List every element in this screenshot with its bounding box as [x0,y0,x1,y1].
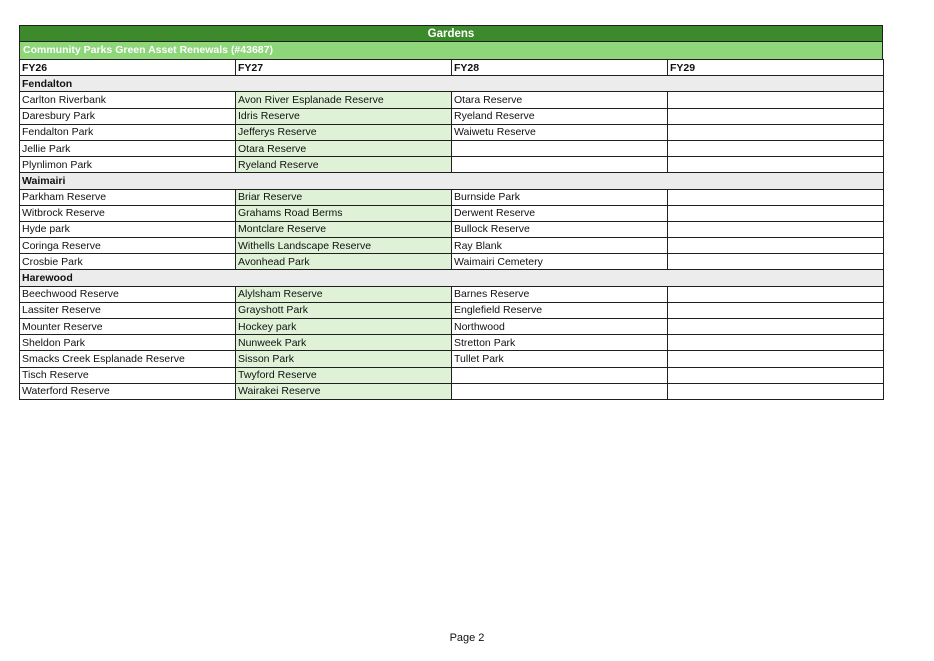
table-row [20,140,884,156]
table-row [20,351,884,367]
table-cell[interactable] [668,302,884,318]
table-cell[interactable] [668,238,884,254]
table-cell[interactable]: Northwood [452,319,668,335]
group-label[interactable]: Harewood [20,270,884,286]
table-cell[interactable]: Wairakei Reserve [236,383,452,399]
table-cell[interactable] [668,367,884,383]
table-cell[interactable]: Briar Reserve [236,189,452,205]
table-cell[interactable]: Mounter Reserve [20,319,236,335]
table-cell[interactable] [452,383,668,399]
table-cell[interactable] [668,189,884,205]
table-cell[interactable]: Parkham Reserve [20,189,236,205]
table-row [20,157,884,173]
table-row [20,205,884,221]
sheet-subtitle: Community Parks Green Asset Renewals (#43687) [19,42,883,59]
group-row [20,76,884,92]
table-row [20,254,884,270]
group-label[interactable]: Waimairi [20,173,884,189]
table-cell[interactable]: Avon River Esplanade Reserve [236,92,452,108]
table-cell[interactable] [668,383,884,399]
table-cell[interactable]: Witbrock Reserve [20,205,236,221]
table-cell[interactable]: Grahams Road Berms [236,205,452,221]
table-cell[interactable]: Daresbury Park [20,108,236,124]
table-cell[interactable]: Beechwood Reserve [20,286,236,302]
table-cell[interactable]: Tisch Reserve [20,367,236,383]
table-cell[interactable]: Nunweek Park [236,335,452,351]
table-cell[interactable]: Sisson Park [236,351,452,367]
table-cell[interactable]: Otara Reserve [236,140,452,156]
table-row [20,221,884,237]
table-row [20,302,884,318]
page-number: Page 2 [449,632,485,644]
table-cell[interactable]: Alylsham Reserve [236,286,452,302]
table-cell[interactable] [452,140,668,156]
table-cell[interactable]: Hyde park [20,221,236,237]
table-cell[interactable]: Englefield Reserve [452,302,668,318]
table-row [20,92,884,108]
table-row [20,286,884,302]
table-row [20,238,884,254]
table-row [20,367,884,383]
table-cell[interactable]: Barnes Reserve [452,286,668,302]
table-cell[interactable]: Ryeland Reserve [236,157,452,173]
column-header-fy27[interactable]: FY27 [236,60,452,76]
table-row [20,124,884,140]
column-header-fy29[interactable]: FY29 [668,60,884,76]
table-cell[interactable]: Withells Landscape Reserve [236,238,452,254]
table-cell[interactable]: Hockey park [236,319,452,335]
table-cell[interactable] [668,124,884,140]
table-cell[interactable]: Fendalton Park [20,124,236,140]
table-row [20,383,884,399]
spreadsheet-page [19,25,883,400]
table-row [20,319,884,335]
table-cell[interactable]: Otara Reserve [452,92,668,108]
table-cell[interactable] [668,157,884,173]
table-cell[interactable]: Tullet Park [452,351,668,367]
table-cell[interactable] [668,335,884,351]
table-cell[interactable]: Idris Reserve [236,108,452,124]
group-row [20,270,884,286]
table-cell[interactable]: Bullock Reserve [452,221,668,237]
column-header-fy26[interactable]: FY26 [20,60,236,76]
group-row [20,173,884,189]
table-cell[interactable] [668,205,884,221]
table-cell[interactable] [668,108,884,124]
table-cell[interactable]: Twyford Reserve [236,367,452,383]
table-row [20,108,884,124]
table-cell[interactable]: Waterford Reserve [20,383,236,399]
table-cell[interactable]: Plynlimon Park [20,157,236,173]
table-cell[interactable]: Grayshott Park [236,302,452,318]
table-cell[interactable] [452,367,668,383]
table-cell[interactable] [668,221,884,237]
table-cell[interactable]: Carlton Riverbank [20,92,236,108]
column-header-row [20,60,884,76]
table-cell[interactable] [668,286,884,302]
table-row [20,189,884,205]
sheet-title: Gardens [19,25,883,42]
renewals-table [19,59,884,400]
table-cell[interactable]: Derwent Reserve [452,205,668,221]
table-cell[interactable] [452,157,668,173]
table-cell[interactable]: Montclare Reserve [236,221,452,237]
table-cell[interactable]: Ray Blank [452,238,668,254]
table-cell[interactable]: Stretton Park [452,335,668,351]
table-cell[interactable]: Burnside Park [452,189,668,205]
table-cell[interactable] [668,351,884,367]
table-cell[interactable]: Coringa Reserve [20,238,236,254]
table-cell[interactable]: Ryeland Reserve [452,108,668,124]
table-cell[interactable]: Jefferys Reserve [236,124,452,140]
column-header-fy28[interactable]: FY28 [452,60,668,76]
table-cell[interactable]: Crosbie Park [20,254,236,270]
table-cell[interactable]: Lassiter Reserve [20,302,236,318]
table-cell[interactable]: Avonhead Park [236,254,452,270]
table-cell[interactable] [668,319,884,335]
group-label[interactable]: Fendalton [20,76,884,92]
table-cell[interactable]: Sheldon Park [20,335,236,351]
table-cell[interactable]: Waiwetu Reserve [452,124,668,140]
table-cell[interactable]: Jellie Park [20,140,236,156]
table-cell[interactable] [668,254,884,270]
table-row [20,335,884,351]
table-cell[interactable]: Smacks Creek Esplanade Reserve [20,351,236,367]
table-cell[interactable] [668,140,884,156]
table-cell[interactable] [668,92,884,108]
table-cell[interactable]: Waimairi Cemetery [452,254,668,270]
